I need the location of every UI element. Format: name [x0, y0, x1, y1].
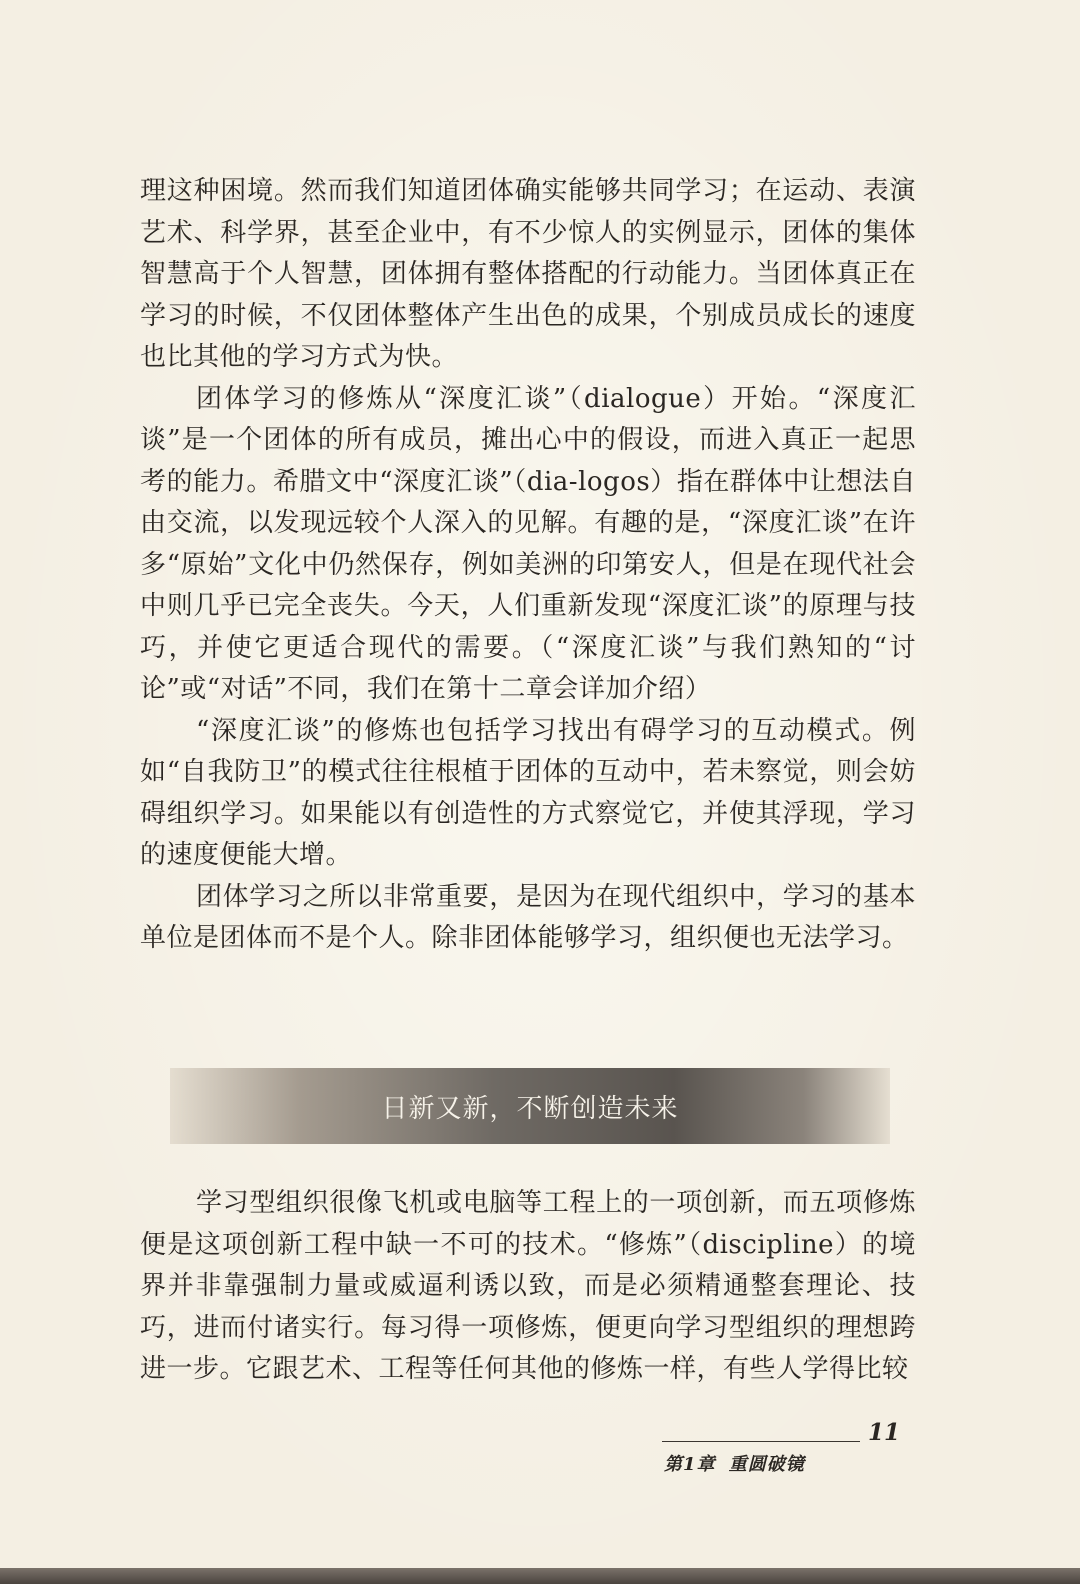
- body-text-top: [140, 171, 916, 960]
- paragraph-continued: 理这种困境。然而我们知道团体确实能够共同学习；在运动、表演艺术、科学界，甚至企业中，有不少惊人的实例显示，团体的集体智慧高于个人智慧，团体拥有整体搭配的行动能力。当团体真正在学习的时候，不仅团体整体产生出色的成果，个别成员成长的速度也比其他的学习方式为快。: [140, 176, 916, 372]
- scan-bottom-edge: [0, 1568, 1080, 1584]
- section-heading-banner: [170, 1068, 890, 1144]
- paragraph-learning-organization: 学习型组织很像飞机或电脑等工程上的一项创新，而五项修炼便是这项创新工程中缺一不可的技术。“修炼”（discipline）的境界并非靠强制力量或威逼利诱以致，而是必须精通整套理论、技巧，进而付诸实行。每习得一项修炼，便更向学习型组织的理想跨进一步。它跟艺术、工程等任何其他的修炼一样，有些人学得比较: [140, 1188, 916, 1384]
- page-number: 11: [868, 1419, 901, 1446]
- paragraph-interaction-patterns: “深度汇谈”的修炼也包括学习找出有碍学习的互动模式。例如“自我防卫”的模式往往根植于团体的互动中，若未察觉，则会妨碍组织学习。如果能以有创造性的方式察觉它，并使其浮现，学习的速度便能大增。: [140, 715, 916, 870]
- section-heading: 日新又新，不断创造未来: [381, 1093, 679, 1124]
- body-text-bottom: [140, 1183, 916, 1391]
- running-footer-chapter: 第1章 重圆破镜: [664, 1454, 805, 1475]
- paragraph-team-learning: 团体学习之所以非常重要，是因为在现代组织中，学习的基本单位是团体而不是个人。除非团体能够学习，组织便也无法学习。: [140, 881, 916, 953]
- footer-rule: [662, 1441, 860, 1442]
- paragraph-dialogue: 团体学习的修炼从“深度汇谈”（dialogue）开始。“深度汇谈”是一个团体的所有成员，摊出心中的假设，而进入真正一起思考的能力。希腊文中“深度汇谈”（dia-logos）指在群体中让想法自由交流，以发现远较个人深入的见解。有趣的是，“深度汇谈”在许多“原始”文化中仍然保存，例如美洲的印第安人，但是在现代社会中则几乎已完全丧失。今天，人们重新发现“深度汇谈”的原理与技巧，并使它更适合现代的需要。（“深度汇谈”与我们熟知的“讨论”或“对话”不同，我们在第十二章会详加介绍）: [140, 383, 916, 704]
